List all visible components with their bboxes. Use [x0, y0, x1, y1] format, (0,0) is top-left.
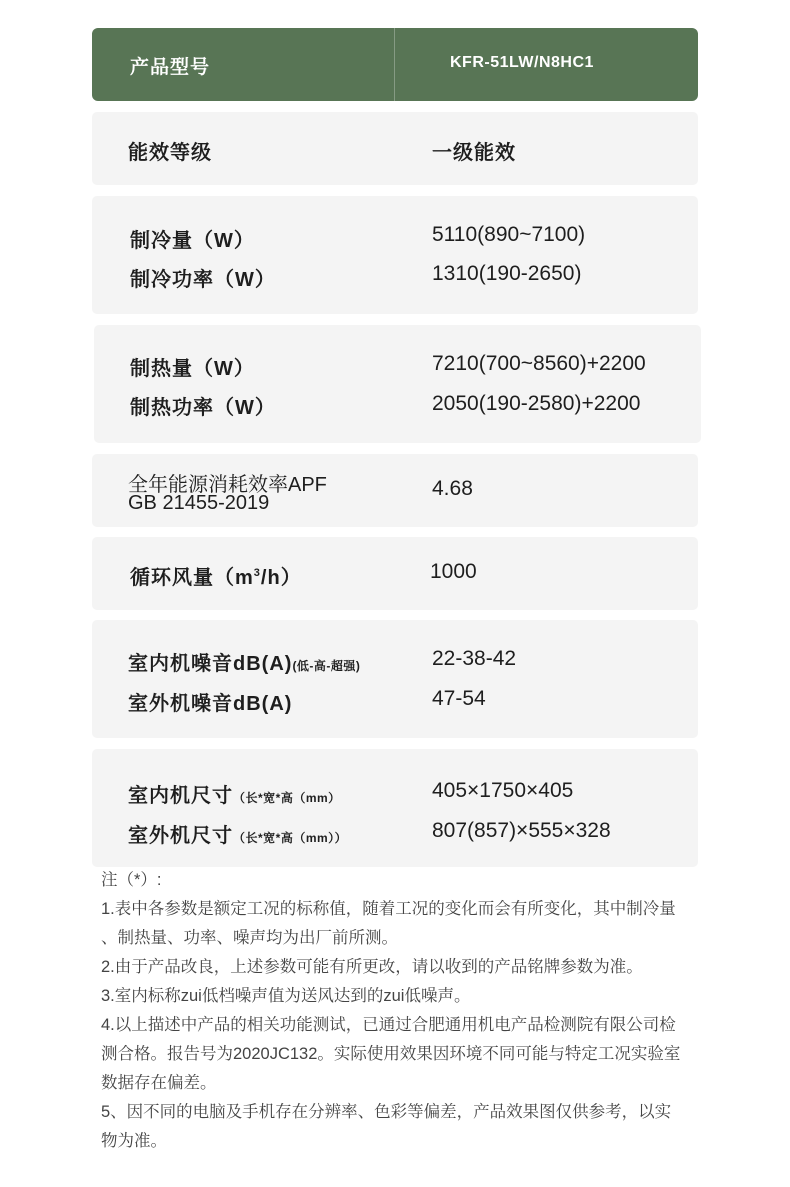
- size-row: [92, 749, 698, 867]
- outdoor-size-value: 807(857)×555×328: [432, 819, 611, 842]
- cooling-capacity-label: 制冷量（W）: [130, 230, 255, 252]
- airflow-label-prefix: 循环风量（m: [130, 567, 254, 589]
- note-line: 物为准。: [101, 1132, 167, 1150]
- heating-row: [94, 325, 701, 443]
- note-line: 数据存在偏差。: [101, 1074, 217, 1092]
- airflow-value: 1000: [430, 560, 477, 583]
- noise-row: [92, 620, 698, 738]
- indoor-noise-label-text: 室内机噪音dB(A): [128, 653, 293, 675]
- indoor-size-note: （长*宽*高（mm）: [233, 791, 341, 805]
- notes-title: 注（*）:: [101, 871, 162, 889]
- apf-label-line1: 全年能源消耗效率APF: [128, 474, 327, 496]
- note-line: 1.表中各参数是额定工况的标称值，随着工况的变化而会有所变化，其中制冷量: [101, 900, 676, 918]
- heating-capacity-label: 制热量（W）: [130, 358, 255, 380]
- note-line: 4.以上描述中产品的相关功能测试，已通过合肥通用机电产品检测院有限公司检: [101, 1016, 676, 1034]
- indoor-noise-label: [128, 647, 360, 676]
- cooling-power-value: 1310(190-2650): [432, 262, 582, 285]
- model-value: KFR-51LW/N8HC1: [450, 54, 594, 71]
- cooling-power-label: 制冷功率（W）: [130, 269, 276, 291]
- outdoor-noise-label: 室外机噪音dB(A): [128, 693, 293, 715]
- note-line: 2.由于产品改良，上述参数可能有所更改，请以收到的产品铭牌参数为准。: [101, 958, 643, 976]
- heating-power-label: 制热功率（W）: [130, 397, 276, 419]
- airflow-label: [130, 561, 302, 590]
- cooling-row: [92, 196, 698, 314]
- note-line: 3.室内标称zui低档噪声值为送风达到的zui低噪声。: [101, 987, 471, 1005]
- outdoor-size-note: （长*宽*高（mm））: [233, 831, 348, 845]
- model-header: [92, 28, 698, 101]
- indoor-noise-note: (低-高-超强): [292, 659, 361, 673]
- indoor-noise-value: 22-38-42: [432, 647, 517, 670]
- apf-label-line2: GB 21455-2019: [128, 492, 270, 514]
- note-line: 、制热量、功率、噪声均为出厂前所测。: [101, 929, 398, 947]
- apf-row: [92, 454, 698, 527]
- efficiency-label: 能效等级: [128, 142, 212, 164]
- indoor-size-label-text: 室内机尺寸: [128, 785, 233, 807]
- apf-value: 4.68: [432, 477, 473, 500]
- outdoor-size-label: [128, 819, 347, 848]
- header-divider: [394, 28, 395, 101]
- indoor-size-value: 405×1750×405: [432, 779, 574, 802]
- airflow-label-suffix: /h）: [260, 567, 302, 589]
- airflow-label-sup: 3: [253, 567, 261, 579]
- heating-capacity-value: 7210(700~8560)+2200: [432, 352, 646, 375]
- efficiency-row: [92, 112, 698, 185]
- cooling-capacity-value: 5110(890~7100): [432, 223, 586, 246]
- note-line: 测合格。报告号为2020JC132。实际使用效果因环境不同可能与特定工况实验室: [101, 1045, 681, 1063]
- outdoor-size-label-text: 室外机尺寸: [128, 825, 233, 847]
- efficiency-value: 一级能效: [432, 142, 516, 164]
- heating-power-value: 2050(190-2580)+2200: [432, 392, 641, 415]
- airflow-row: [92, 537, 698, 610]
- note-line: 5、因不同的电脑及手机存在分辨率、色彩等偏差，产品效果图仅供参考，以实: [101, 1103, 672, 1121]
- notes-section: [101, 866, 711, 1156]
- outdoor-noise-value: 47-54: [432, 687, 486, 710]
- model-label: 产品型号: [130, 57, 211, 78]
- indoor-size-label: [128, 779, 341, 808]
